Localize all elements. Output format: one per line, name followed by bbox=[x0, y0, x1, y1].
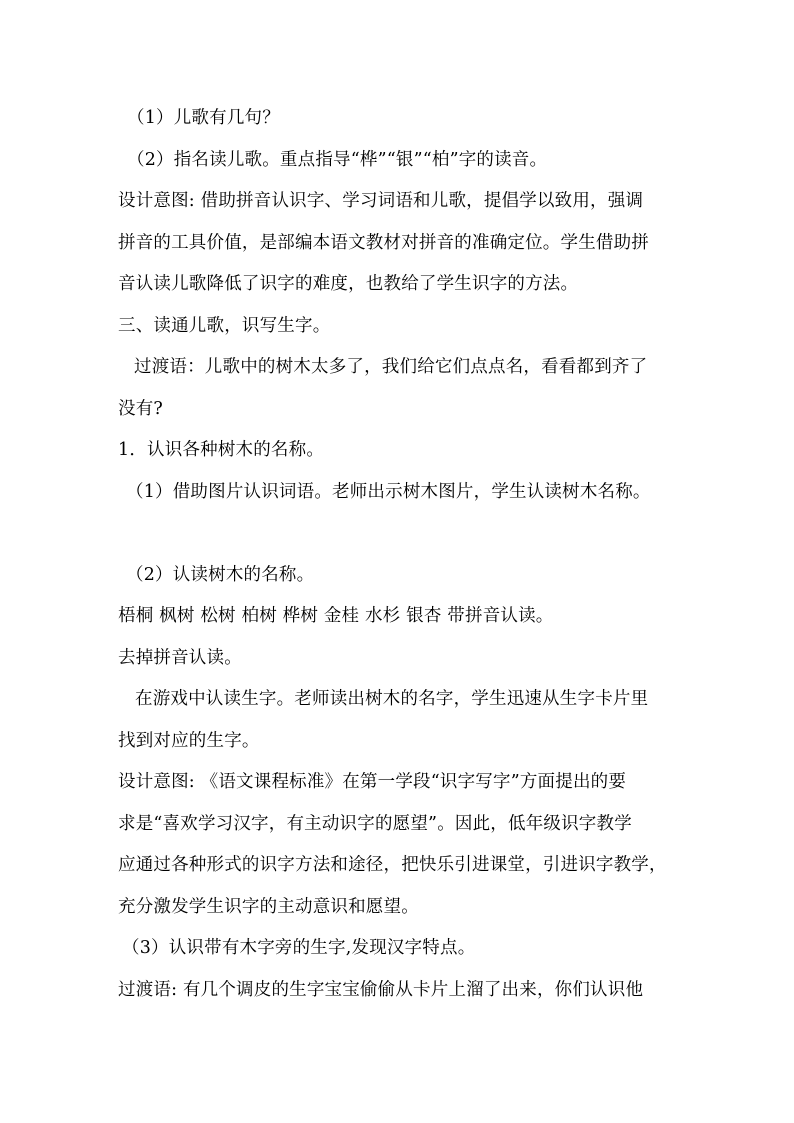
transition-line-2: 没有? bbox=[118, 399, 163, 419]
transition-line-1: 过渡语：儿歌中的树木太多了，我们给它们点点名，看看都到齐了 bbox=[134, 357, 648, 377]
step-line-3: （3）认识带有木字旁的生字,发现汉字特点。 bbox=[122, 938, 476, 958]
game-line-2: 找到对应的生字。 bbox=[118, 731, 260, 751]
design-intent-2-line-4: 充分激发学生识字的主动意识和愿望。 bbox=[118, 897, 419, 917]
question-line-1: （1）儿歌有几句？ bbox=[127, 108, 280, 128]
question-line-2: （2）指名读儿歌。重点指导“桦”“银”“柏”字的读音。 bbox=[127, 150, 548, 170]
design-intent-2-line-1: 设计意图: 《语文课程标准》在第一学段“识字写字”方面提出的要 bbox=[118, 772, 627, 792]
game-line-1: 在游戏中认读生字。老师读出树木的名字，学生迅速从生字卡片里 bbox=[135, 689, 649, 709]
subheading-1: 1．认识各种树木的名称。 bbox=[118, 440, 325, 460]
transition-2-line-1: 过渡语: 有几个调皮的生字宝宝偷偷从卡片上溜了出来，你们认识他 bbox=[118, 980, 644, 1000]
section-heading-3: 三、读通儿歌，识写生字。 bbox=[118, 316, 331, 336]
step-line-1: （1）借助图片认识词语。老师出示树木图片，学生认读树木名称。 bbox=[126, 482, 651, 502]
tree-names-line: 梧桐 枫树 松树 柏树 桦树 金桂 水杉 银杏 带拼音认读。 bbox=[118, 606, 554, 626]
remove-pinyin-line: 去掉拼音认读。 bbox=[118, 648, 242, 668]
design-intent-line-1: 设计意图: 借助拼音认识字、学习词语和儿歌，提倡学以致用，强调 bbox=[118, 191, 644, 211]
design-intent-2-line-2: 求是“喜欢学习汉字，有主动识字的愿望”。因此，低年级识字教学 bbox=[118, 814, 632, 834]
design-intent-line-3: 音认读儿歌降低了识字的难度，也教给了学生识字的方法。 bbox=[118, 274, 579, 294]
design-intent-line-2: 拼音的工具价值，是部编本语文教材对拼音的准确定位。学生借助拼 bbox=[118, 233, 649, 253]
step-line-2: （2）认读树木的名称。 bbox=[126, 565, 315, 585]
design-intent-2-line-3: 应通过各种形式的识字方法和途径，把快乐引进课堂，引进识字教学， bbox=[118, 855, 667, 875]
